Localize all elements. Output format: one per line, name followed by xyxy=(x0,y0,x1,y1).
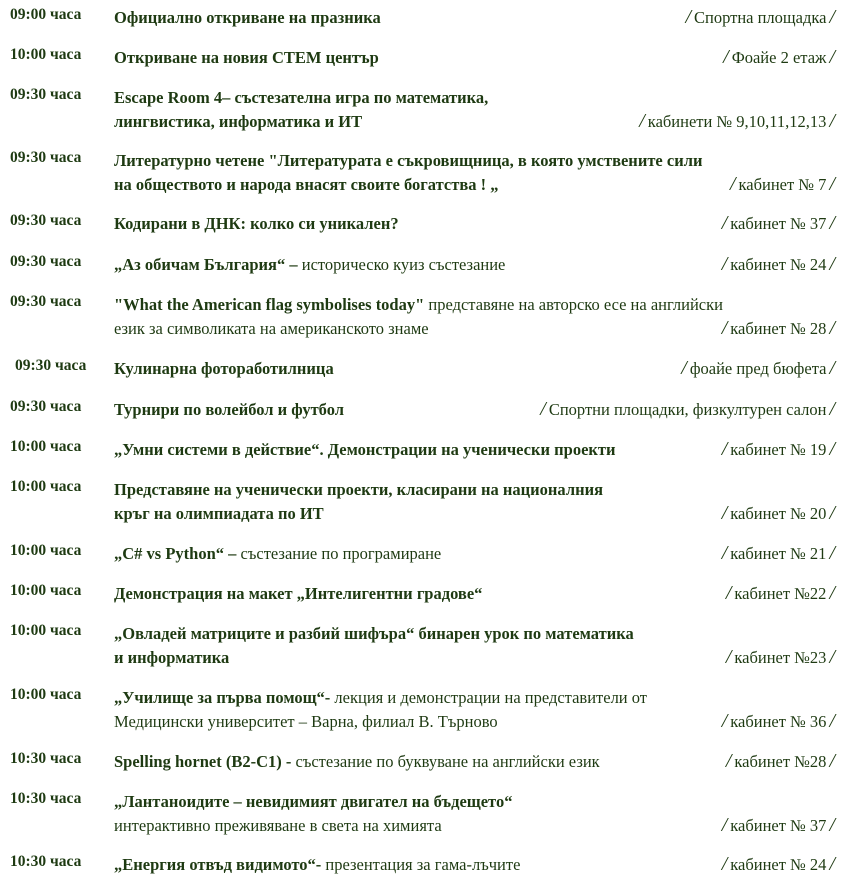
event-location: / кабинет №28 / xyxy=(725,750,835,772)
event-time: 10:30 часа xyxy=(10,790,82,807)
event-time: 09:30 часа xyxy=(15,357,87,374)
event-location: / Спортна площадка / xyxy=(685,6,835,28)
event-title: Escape Room 4– състезателна игра по математика, лингвистика, информатика и ИТ xyxy=(114,88,489,131)
event-time: 10:00 часа xyxy=(10,582,82,599)
event-title: Турнири по волейбол и футбол xyxy=(114,400,344,419)
event-time: 10:00 часа xyxy=(10,686,82,703)
event-title: „C# vs Python“ – състезание по програмиране xyxy=(114,544,442,563)
event-location: / кабинет № 19 / xyxy=(721,438,835,460)
event-time: 10:30 часа xyxy=(10,750,82,767)
event-time: 10:30 часа xyxy=(10,853,82,870)
event-location: / фоайе пред бюфета / xyxy=(681,357,835,379)
event-time: 09:00 часа xyxy=(10,6,82,23)
event-title: Демонстрация на макет „Интелигентни градове“ xyxy=(114,584,483,603)
event-title: „Училище за първа помощ“- лекция и демонстрации на представители от Медицински университет – Варна, филиал В. Търново xyxy=(114,688,647,731)
event-location: / кабинет № 7 / xyxy=(729,173,835,195)
event-time: 10:00 часа xyxy=(10,622,82,639)
event-time: 09:30 часа xyxy=(10,398,82,415)
event-time: 09:30 часа xyxy=(10,86,82,103)
event-location: / кабинет № 37 / xyxy=(721,814,835,836)
event-title: „Лантаноидите – невидимият двигател на бъдещето“ интерактивно преживяване в света на химията xyxy=(114,792,513,835)
event-title: Spelling hornet (B2-C1) - състезание по буквуване на английски език xyxy=(114,752,600,771)
event-location: / кабинет № 36 / xyxy=(721,710,835,732)
event-title: Кулинарна фоторaботилница xyxy=(114,359,334,378)
event-title: „Умни системи в действие“. Демонстрации на ученически проекти xyxy=(114,440,616,459)
event-time: 09:30 часа xyxy=(10,293,82,310)
event-location: / Фоайе 2 етаж / xyxy=(723,46,835,68)
event-location: / кабинети № 9,10,11,12,13 / xyxy=(639,110,835,132)
event-location: / кабинет № 28 / xyxy=(721,317,835,339)
event-time: 10:00 часа xyxy=(10,478,82,495)
event-time: 10:00 часа xyxy=(10,46,82,63)
event-time: 10:00 часа xyxy=(10,438,82,455)
event-title: „Овладей матриците и разбий шифъра“ бинарен урок по математика и информатика xyxy=(114,624,634,667)
event-time: 09:30 часа xyxy=(10,149,82,166)
event-location: / кабинет №22 / xyxy=(725,582,835,604)
event-location: / кабинет № 21 / xyxy=(721,542,835,564)
event-title: Кодирани в ДНК: колко си уникален? xyxy=(114,214,399,233)
event-location: / кабинет № 37 / xyxy=(721,212,835,234)
event-title: „Енергия отвъд видимото“- презентация за гама-лъчите xyxy=(114,855,521,874)
event-time: 09:30 часа xyxy=(10,253,82,270)
event-time: 10:00 часа xyxy=(10,542,82,559)
event-location: / Спортни площадки, физкултурен салон / xyxy=(540,398,835,420)
event-location: / кабинет № 24 / xyxy=(721,853,835,875)
event-location: / кабинет № 24 / xyxy=(721,253,835,275)
event-location: / кабинет № 20 / xyxy=(721,502,835,524)
event-title: Представяне на ученически проекти, класирани на националния кръг на олимпиадата по ИТ xyxy=(114,480,604,523)
event-title: Официално откриване на празника xyxy=(114,8,381,27)
event-time: 09:30 часа xyxy=(10,212,82,229)
event-title: Литературно четене "Литературата е съкровищница, в която умствените сили на обществото и народа внасят своите богатства ! „ xyxy=(114,151,703,194)
event-title: „Аз обичам България“ – историческо куиз състезание xyxy=(114,255,506,274)
event-title: "What the American flag symbolises today" представяне на авторско есе на английски език за символиката на американското знаме xyxy=(114,295,723,338)
event-title: Откриване на новия СТЕМ център xyxy=(114,48,379,67)
event-location: / кабинет №23 / xyxy=(725,646,835,668)
